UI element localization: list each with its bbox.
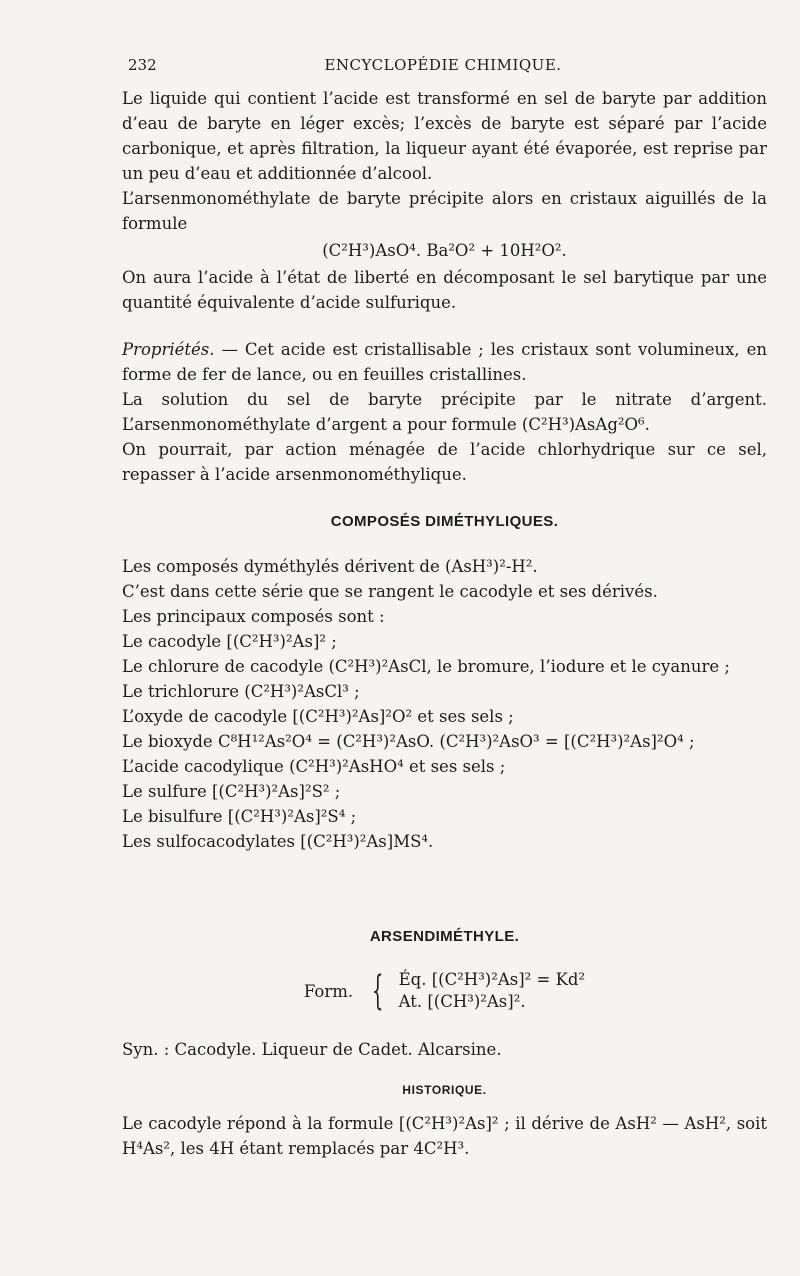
formula-lines [399, 969, 586, 1013]
compound-list [122, 554, 767, 854]
list-item: Les principaux composés sont : [122, 607, 385, 626]
properties-paragraph-2: La solution du sel de baryte précipite par le nitrate d’argent. L’arsenmonométhylate d’argent a pour formule (C²H³)AsAg²O⁶. [122, 390, 767, 434]
page-number: 232 [128, 56, 157, 74]
list-item: Le sulfure [(C²H³)²As]²S² ; [122, 782, 341, 801]
list-item: Le cacodyle [(C²H³)²As]² ; [122, 632, 337, 651]
list-item: L’oxyde de cacodyle [(C²H³)²As]²O² et ses sels ; [122, 707, 514, 726]
intro-paragraph-1: Le liquide qui contient l’acide est transformé en sel de baryte par addition d’eau de baryte en léger excès; l’excès de baryte est séparé par l’acide carbonique, et après filtration, la liqueur ayant été évaporée, est reprise par un peu d’eau et additionnée d’alcool. [122, 89, 767, 183]
synonyms: Syn. : Cacodyle. Liqueur de Cadet. Alcarsine. [122, 1040, 502, 1059]
list-item: Le bioxyde C⁸H¹²As²O⁴ = (C²H³)²AsO. (C²H³)²AsO³ = [(C²H³)²As]²O⁴ ; [122, 732, 695, 751]
properties-text: — Cet acide est cristallisable ; les cristaux sont volumineux, en forme de fer de lance, ou en feuilles cristallines. [122, 340, 767, 384]
brace-glyph: { [372, 968, 384, 1014]
section-title-arsendimethyl: ARSENDIMÉTHYLE. [369, 928, 520, 945]
section-title-dimethyl: COMPOSÉS DIMÉTHYLIQUES. [330, 513, 559, 530]
page-header [128, 52, 758, 78]
properties-paragraph-1 [122, 337, 767, 387]
running-head: ENCYCLOPÉDIE CHIMIQUE. [324, 56, 562, 74]
intro-paragraph-3: On aura l’acide à l’état de liberté en décomposant le sel barytique par une quantité équivalente d’acide sulfurique. [122, 268, 767, 312]
list-item: C’est dans cette série que se rangent le cacodyle et ses dérivés. [122, 582, 658, 601]
list-item: Le chlorure de cacodyle (C²H³)²AsCl, le bromure, l’iodure et le cyanure ; [122, 657, 730, 676]
list-item: Le trichlorure (C²H³)²AsCl³ ; [122, 682, 360, 701]
formula-atomic: At. [(CH³)²As]². [398, 992, 526, 1011]
properties-label: Propriétés. [122, 340, 215, 359]
list-item: L’acide cacodylique (C²H³)²AsHO⁴ et ses sels ; [122, 757, 506, 776]
formula-block [122, 969, 767, 1013]
section-title-historique: HISTORIQUE. [402, 1083, 487, 1097]
barium-salt-formula: (C²H³)AsO⁴. Ba²O² + 10H²O². [322, 241, 567, 260]
historique-paragraph: Le cacodyle répond à la formule [(C²H³)²As]² ; il dérive de AsH² — AsH², soit H⁴As², les 4H étant remplacés par 4C²H³. [122, 1114, 767, 1158]
list-item: Les composés dyméthylés dérivent de (AsH³)²-H². [122, 557, 538, 576]
formula-label: Form. [303, 981, 354, 1001]
page-body [122, 86, 767, 1161]
formula-equivalent: Éq. [(C²H³)²As]² = Kd² [398, 970, 586, 989]
list-item: Le bisulfure [(C²H³)²As]²S⁴ ; [122, 807, 357, 826]
intro-paragraph-2: L’arsenmonométhylate de baryte précipite alors en cristaux aiguillés de la formule [122, 189, 767, 233]
list-item: Les sulfocacodylates [(C²H³)²As]MS⁴. [122, 832, 434, 851]
properties-paragraph-3: On pourrait, par action ménagée de l’acide chlorhydrique sur ce sel, repasser à l’acide arsenmonométhylique. [122, 440, 767, 484]
historique-body [122, 1111, 767, 1161]
